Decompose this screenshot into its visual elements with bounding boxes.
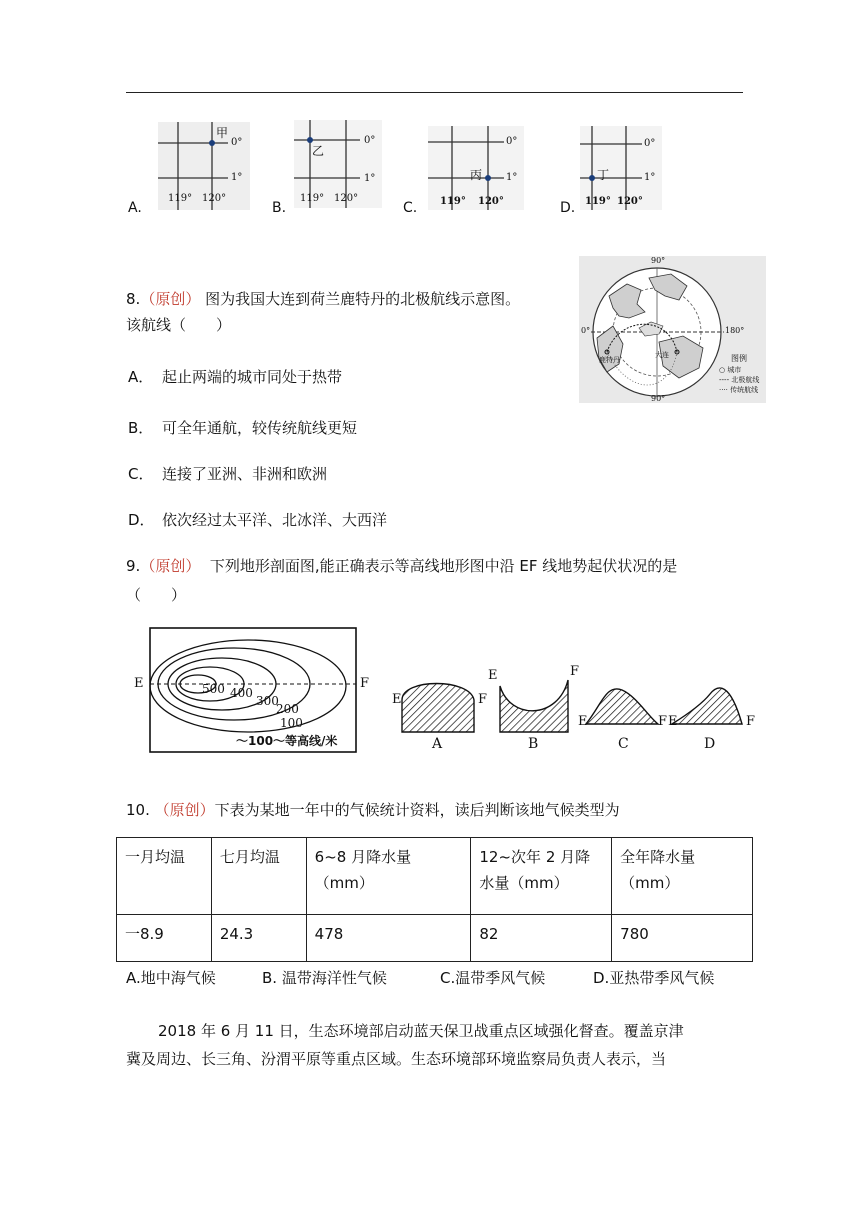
q10-answer-b[interactable]: B. 温带海洋性气候 <box>262 969 387 987</box>
q8-option-a[interactable] <box>128 364 342 390</box>
contour-300: 300 <box>256 694 279 708</box>
q8-option-d-text: 依次经过太平洋、北冰洋、大西洋 <box>162 511 388 529</box>
q10-answer-a[interactable]: A.地中海气候 <box>126 969 216 987</box>
q8-option-c-text: 连接了亚洲、非洲和欧洲 <box>162 465 328 483</box>
climate-header-summer: 6~8 月降水量（mm） <box>306 838 471 915</box>
q7-d-lon-left: 119° <box>585 196 611 207</box>
q8-option-b-key: B． <box>128 419 154 437</box>
q8-option-a-key: A． <box>128 368 154 386</box>
q7-d-lat-top: 0° <box>644 138 656 149</box>
climate-value-winter: 82 <box>471 915 612 962</box>
q7-a-point: 甲 <box>216 126 229 140</box>
q9-tag: （原创） <box>140 557 201 575</box>
q7-a-lat-top: 0° <box>231 137 243 148</box>
q8-stem-line2: 该航线（ ） <box>126 316 232 334</box>
profile-b-letter[interactable]: B <box>528 736 539 752</box>
climate-table-value-row <box>117 915 753 962</box>
map-legend-title: 图例 <box>731 354 747 363</box>
arctic-route-map <box>579 256 766 403</box>
q9-number: 9. <box>126 557 141 575</box>
q9-paren: （ ） <box>126 586 187 604</box>
profile-d-e: E <box>668 714 678 729</box>
contour-500: 500 <box>202 682 225 696</box>
profile-b-e: E <box>488 668 498 683</box>
profile-d-letter[interactable]: D <box>704 736 716 752</box>
climate-value-summer: 478 <box>306 915 471 962</box>
profile-c-f: F <box>658 714 668 729</box>
q7-a-lat-bottom: 1° <box>231 172 243 183</box>
q7-d-lon-right: 120° <box>617 196 643 207</box>
map-label-top: 90° <box>651 256 666 265</box>
q7-a-lon-left: 119° <box>168 193 193 204</box>
q10-answer-c[interactable]: C.温带季风气候 <box>440 969 546 987</box>
climate-table <box>116 837 753 962</box>
q8-option-d[interactable] <box>128 507 387 533</box>
q7-option-c-letter[interactable]: C. <box>403 200 418 216</box>
contour-e: E <box>134 676 144 691</box>
climate-header-jan: 一月均温 <box>117 838 212 915</box>
contour-legend: ～100～等高线/米 <box>236 734 338 748</box>
q8-number: 8. <box>126 290 141 308</box>
climate-header-winter: 12~次年 2 月降水量（mm） <box>471 838 612 915</box>
q8-stem-line1: 图为我国大连到荷兰鹿特丹的北极航线示意图。 <box>205 290 521 308</box>
q7-b-lon-left: 119° <box>300 193 325 204</box>
contour-map <box>130 626 370 754</box>
profile-a-letter[interactable]: A <box>432 736 443 752</box>
profile-a-e: E <box>392 692 402 707</box>
q8-option-a-text: 起止两端的城市同处于热带 <box>162 368 343 386</box>
map-label-bottom: 90° <box>651 394 666 403</box>
map-legend-traditional: ···· 传统航线 <box>719 386 759 394</box>
climate-value-jul: 24.3 <box>211 915 306 962</box>
q8-stem <box>126 286 520 312</box>
q9-stem <box>126 553 677 579</box>
profile-a-f: F <box>478 692 488 707</box>
q8-option-b-text: 可全年通航，较传统航线更短 <box>162 419 358 437</box>
passage-line-1: 2018 年 6 月 11 日，生态环境部启动蓝天保卫战重点区域强化督查。覆盖京津 <box>158 1022 684 1040</box>
q7-c-lon-right: 120° <box>478 196 504 207</box>
q10-number: 10. <box>126 801 150 819</box>
profile-c-letter[interactable]: C <box>618 736 629 752</box>
map-legend-traditional-text: 传统航线 <box>730 386 759 394</box>
profile-d-f: F <box>746 714 756 729</box>
map-legend-arctic-text: 北极航线 <box>731 376 760 384</box>
q8-option-b[interactable] <box>128 415 357 441</box>
map-label-right: 180° <box>725 326 745 335</box>
climate-header-jul: 七月均温 <box>211 838 306 915</box>
profile-options <box>392 664 762 756</box>
q7-b-point: 乙 <box>312 144 325 158</box>
q7-d-point: 丁 <box>597 168 610 182</box>
q10-stem <box>126 797 620 823</box>
q8-option-d-key: D． <box>128 511 155 529</box>
q7-c-lon-left: 119° <box>440 196 466 207</box>
contour-400: 400 <box>230 686 253 700</box>
contour-f: F <box>360 676 370 691</box>
q7-b-lat-bottom: 1° <box>364 173 376 184</box>
q9-stem-text: 下列地形剖面图,能正确表示等高线地形图中沿 EF 线地势起伏状况的是 <box>209 557 678 575</box>
q7-option-b-letter[interactable]: B. <box>272 200 287 216</box>
map-legend-arctic: ---- 北极航线 <box>719 376 760 384</box>
q7-d-lat-bottom: 1° <box>644 172 656 183</box>
q7-option-d-letter[interactable]: D. <box>560 200 576 216</box>
q10-tag: （原创） <box>154 801 215 819</box>
q7-b-lat-top: 0° <box>364 135 376 146</box>
contour-200: 200 <box>276 702 299 716</box>
contour-100: 100 <box>280 716 303 730</box>
climate-value-annual: 780 <box>612 915 753 962</box>
q8-option-c[interactable] <box>128 461 327 487</box>
q7-c-point: 丙 <box>470 168 483 182</box>
climate-header-annual: 全年降水量（mm） <box>612 838 753 915</box>
profile-b-f: F <box>570 664 580 679</box>
q7-option-a-letter[interactable]: A. <box>128 200 142 216</box>
map-city-dalian: 大连 <box>655 351 669 359</box>
profile-c-e: E <box>578 714 588 729</box>
q7-a-lon-right: 120° <box>202 193 227 204</box>
q10-answer-d[interactable]: D.亚热带季风气候 <box>593 969 715 987</box>
q7-c-lat-bottom: 1° <box>506 172 518 183</box>
q7-c-lat-top: 0° <box>506 136 518 147</box>
map-legend-city-text: 城市 <box>727 366 742 374</box>
map-city-rotterdam: 鹿特丹 <box>599 356 620 364</box>
passage-line-2: 冀及周边、长三角、汾渭平原等重点区域。生态环境部环境监察局负责人表示，当 <box>126 1050 667 1068</box>
climate-table-header-row <box>117 838 753 915</box>
climate-value-jan: 一8.9 <box>117 915 212 962</box>
q8-tag: （原创） <box>140 290 201 308</box>
q7-b-lon-right: 120° <box>334 193 359 204</box>
map-label-left: 0° <box>581 326 591 335</box>
header-rule <box>126 92 743 93</box>
q10-stem-text: 下表为某地一年中的气候统计资料，读后判断该地气候类型为 <box>214 801 620 819</box>
map-legend-city: ○ 城市 <box>719 366 742 374</box>
q8-option-c-key: C． <box>128 465 154 483</box>
